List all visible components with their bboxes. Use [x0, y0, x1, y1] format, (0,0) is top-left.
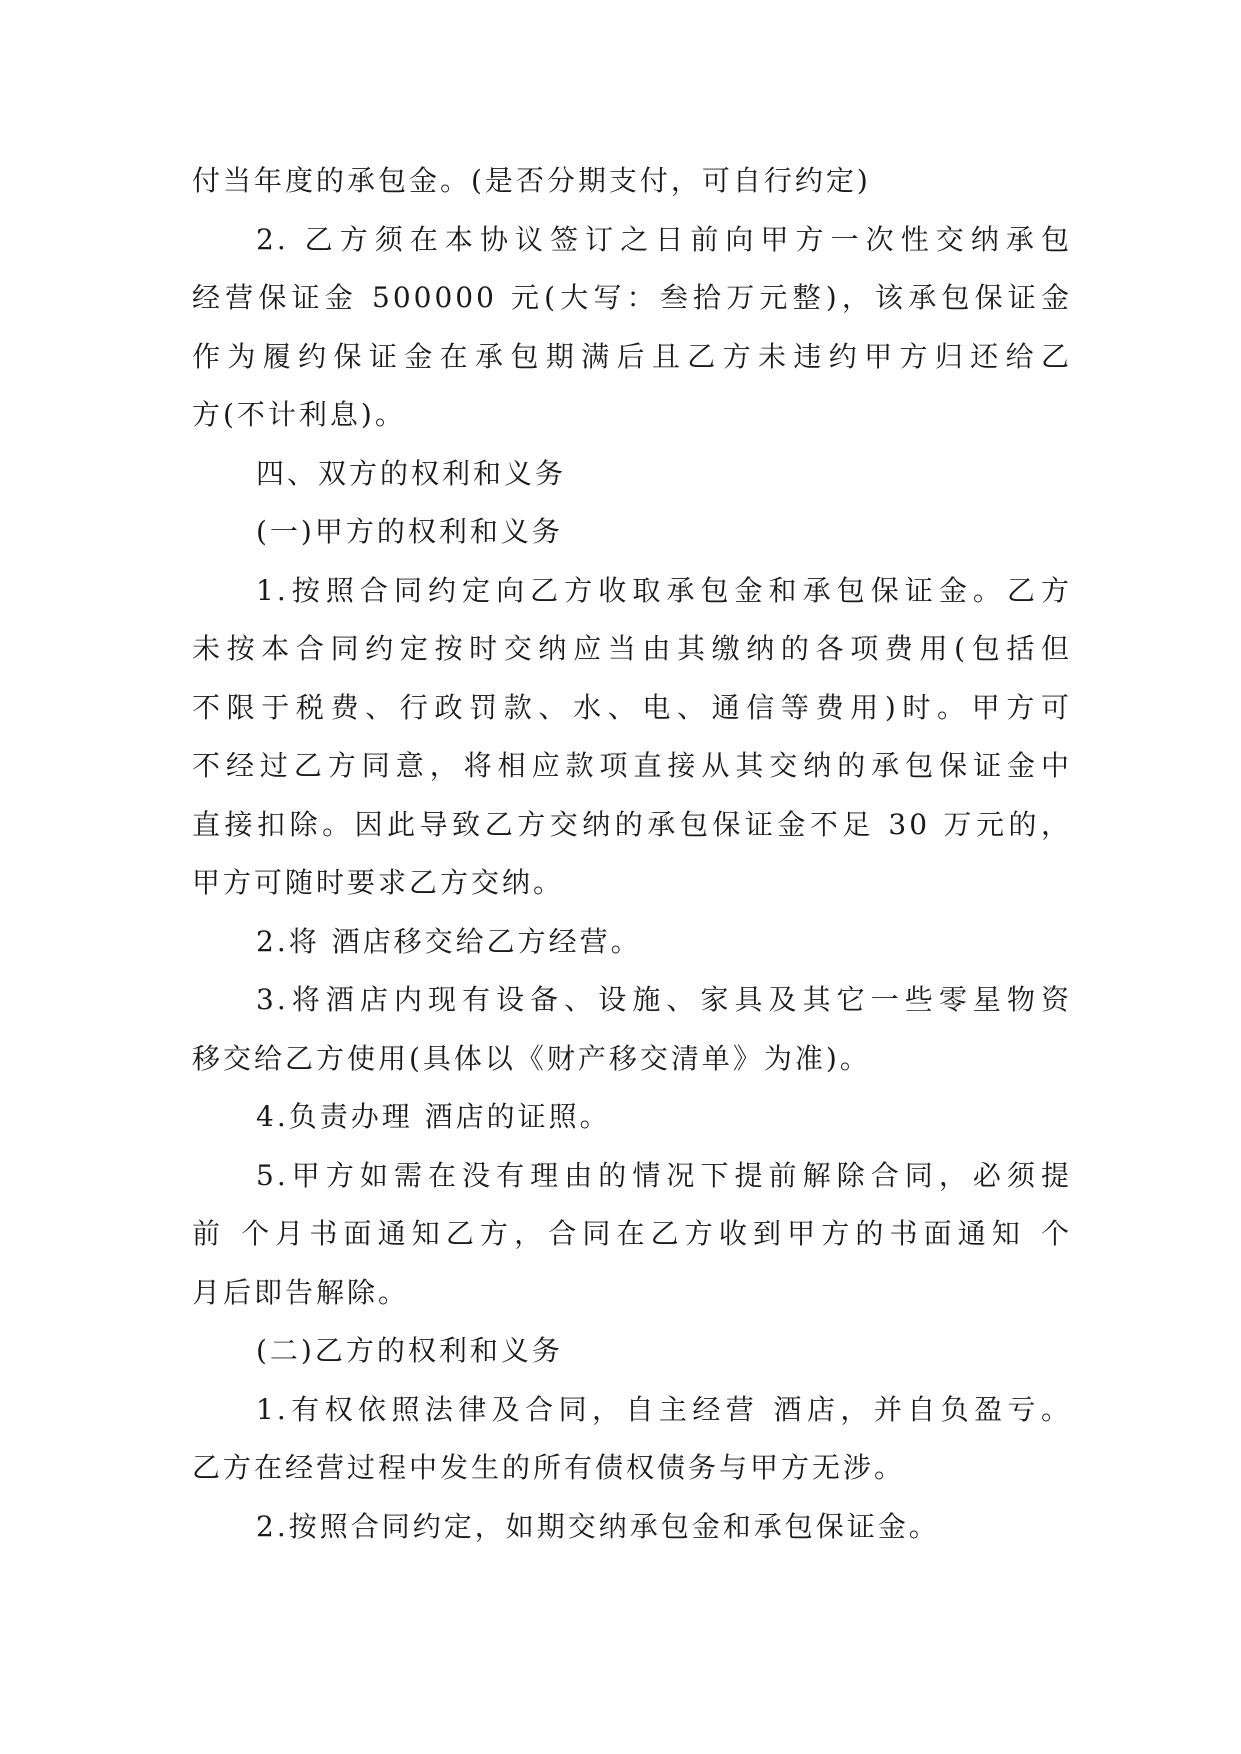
text-line: 乙方在经营过程中发生的所有债权债务与甲方无涉。 [192, 1451, 906, 1484]
text-line: 甲方可随时要求乙方交纳。 [192, 866, 565, 899]
text-line: 1.有权依照法律及合同，自主经营 酒店，并自负盈亏。 [256, 1392, 1072, 1426]
text-line: (一)甲方的权利和义务 [256, 515, 563, 548]
text-line: 未按本合同约定按时交纳应当由其缴纳的各项费用(包括但 [192, 632, 1072, 665]
text-line: 1.按照合同约定向乙方收取承包金和承包保证金。乙方 [256, 573, 1072, 607]
text-line: 作为履约保证金在承包期满后且乙方未违约甲方归还给乙 [192, 339, 1072, 373]
text-line: 2.将 酒店移交给乙方经营。 [256, 924, 642, 958]
text-line: 不限于税费、行政罚款、水、电、通信等费用)时。甲方可 [192, 690, 1072, 724]
text-line: 月后即告解除。 [192, 1275, 410, 1309]
text-line: 不经过乙方同意，将相应款项直接从其交纳的承包保证金中 [192, 749, 1072, 782]
text-line: 方(不计利息)。 [192, 398, 406, 431]
text-line: 3.将酒店内现有设备、设施、家具及其它一些零星物资 [256, 983, 1072, 1016]
text-line: 2. 乙方须在本协议签订之日前向甲方一次性交纳承包 [256, 222, 1072, 256]
text-line: 移交给乙方使用(具体以《财产移交清单》为准)。 [192, 1041, 871, 1075]
text-line: 直接扣除。因此导致乙方交纳的承包保证金不足 30 万元的， [192, 807, 1072, 841]
text-line: 四、双方的权利和义务 [256, 456, 567, 490]
text-line: 付当年度的承包金。(是否分期支付，可自行约定) [192, 164, 871, 197]
text-line: 经营保证金 500000 元(大写：叁拾万元整)，该承包保证金 [192, 281, 1072, 314]
text-line: 4.负责办理 酒店的证照。 [256, 1100, 611, 1133]
text-line: 前 个月书面通知乙方，合同在乙方收到甲方的书面通知 个 [192, 1217, 1072, 1250]
text-line: 5.甲方如需在没有理由的情况下提前解除合同，必须提 [256, 1158, 1072, 1192]
document-body [192, 160, 1072, 1564]
text-line: 2.按照合同约定，如期交纳承包金和承包保证金。 [256, 1509, 940, 1543]
text-line: (二)乙方的权利和义务 [256, 1334, 563, 1367]
